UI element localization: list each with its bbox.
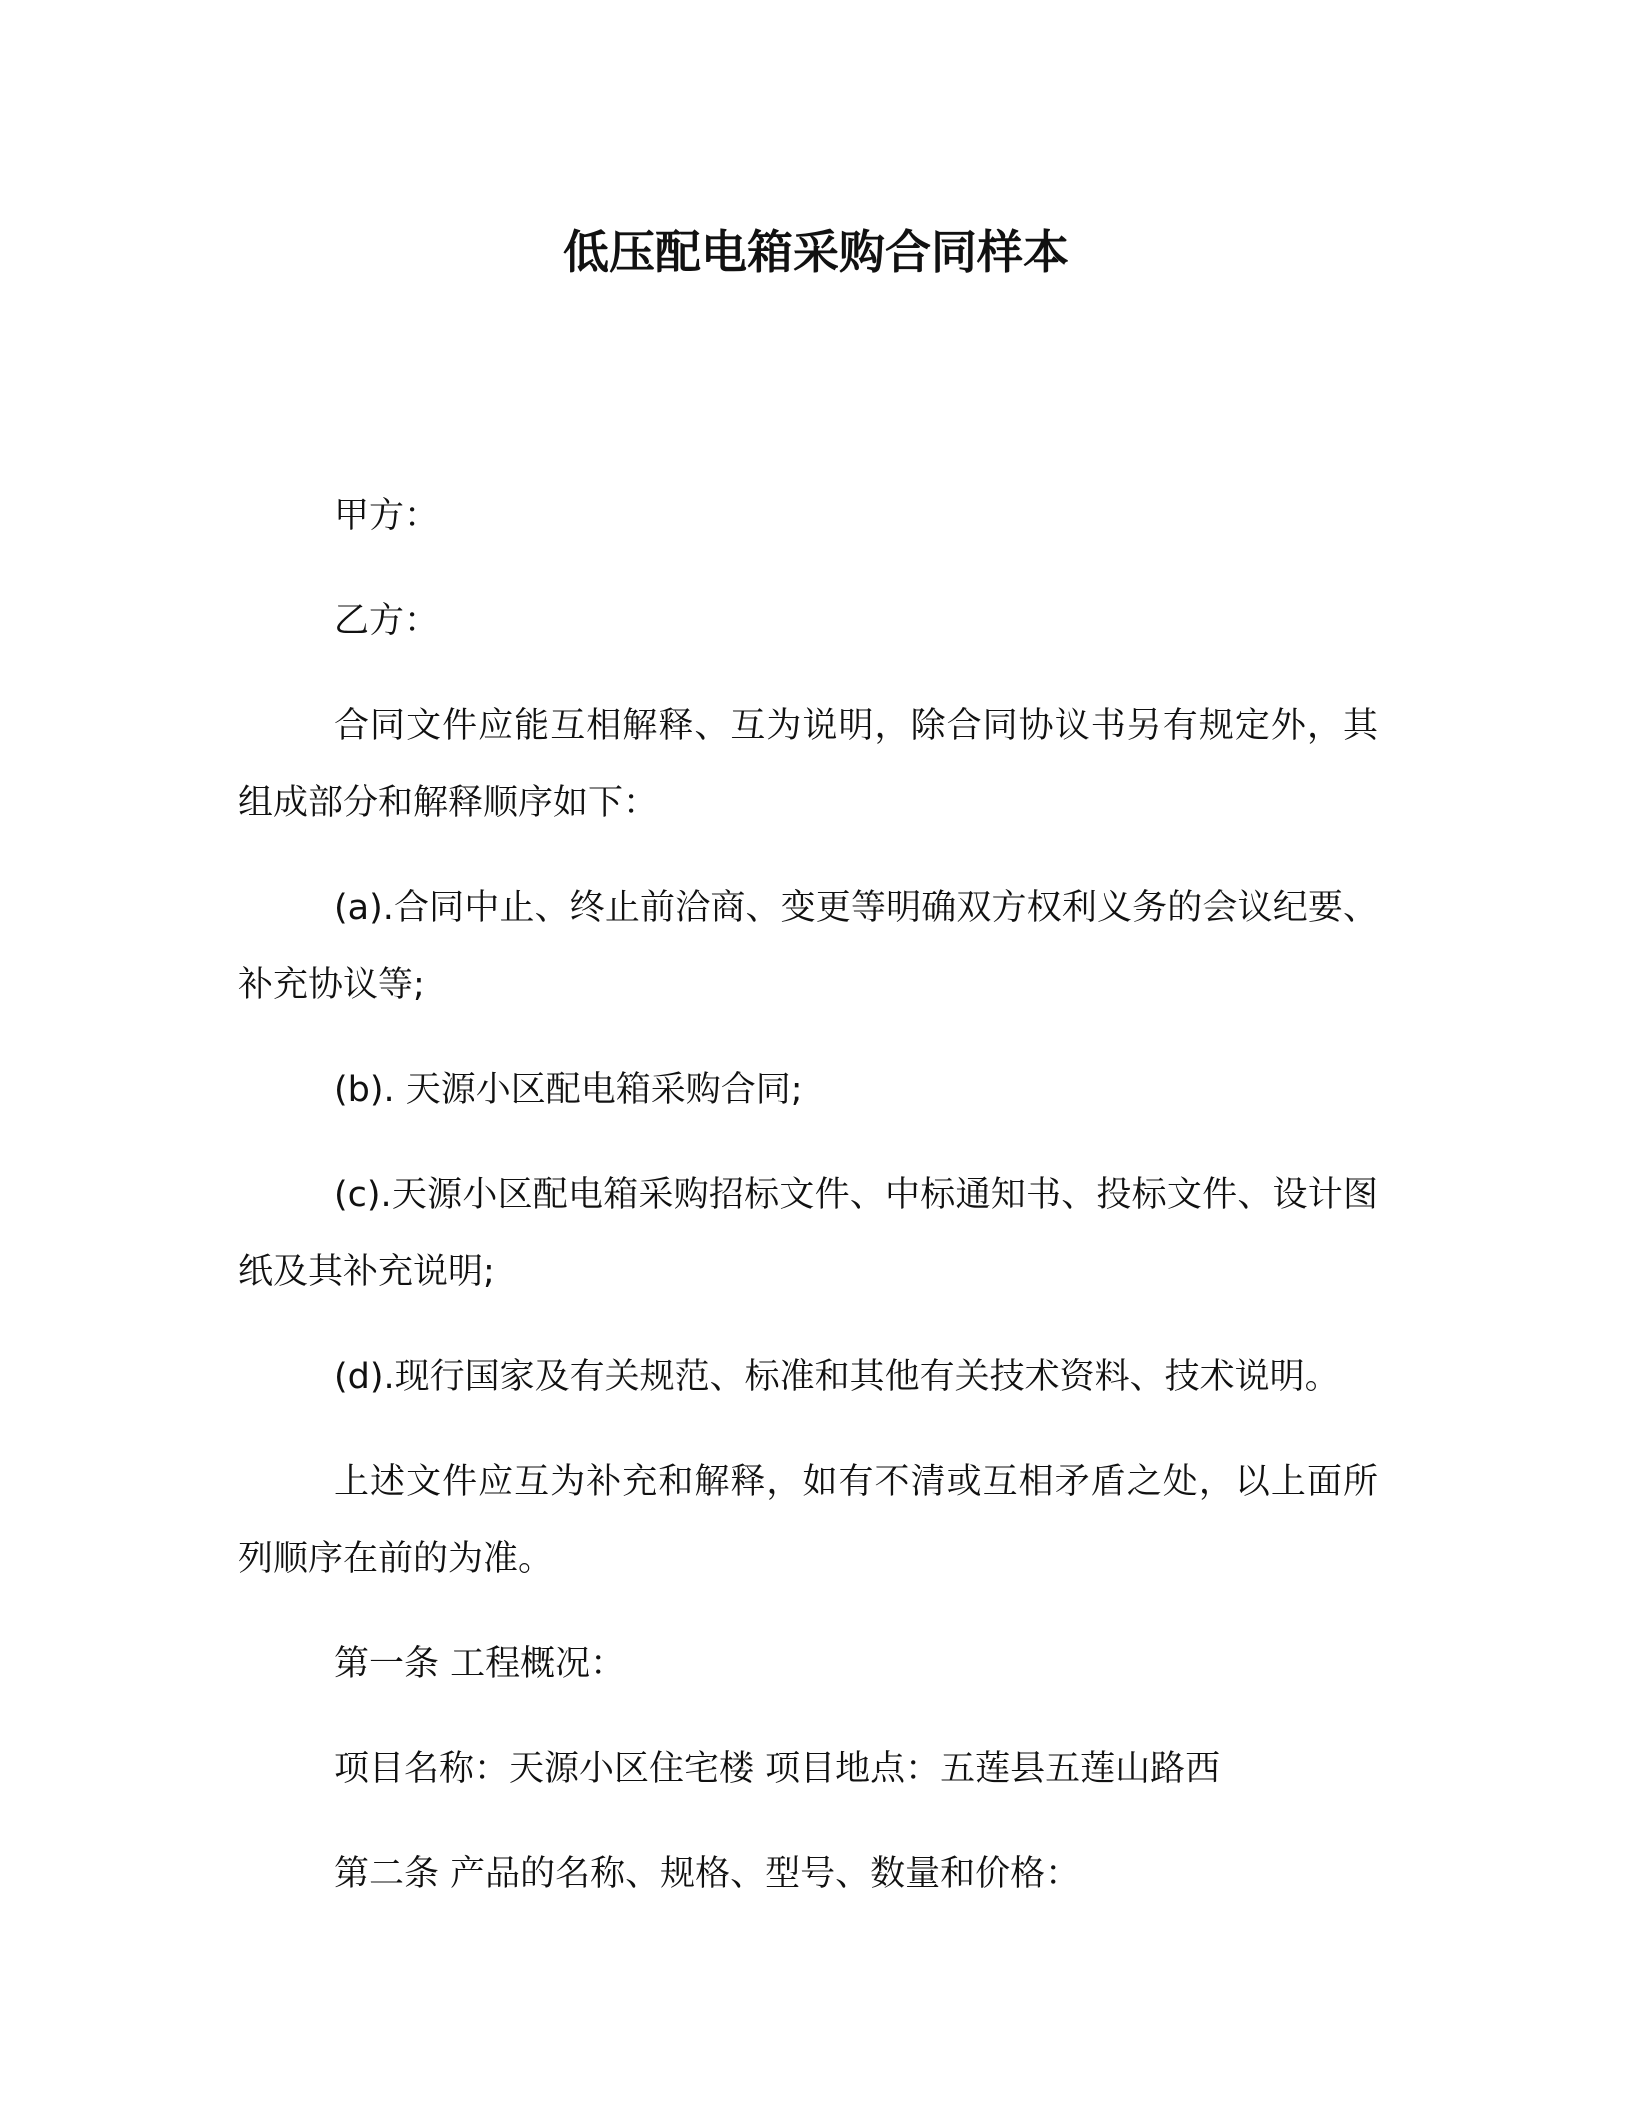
project-info-line: 项目名称：天源小区住宅楼 项目地点：五莲县五莲山路西 [334,1749,1221,1789]
document-title: 低压配电箱采购合同样本 [563,225,1069,279]
paragraph-contract-documents: 合同文件应能互相解释、互为说明，除合同协议书另有规定外，其组成部分和解释顺序如下： [238,706,1378,823]
list-item-a: (a).合同中止、终止前洽商、变更等明确双方权利义务的会议纪要、补充协议等; [238,888,1378,1005]
party-b-line: 乙方： [334,601,440,641]
party-a-line: 甲方： [334,496,440,536]
paragraph-precedence: 上述文件应互为补充和解释，如有不清或互相矛盾之处，以上面所列顺序在前的为准。 [238,1462,1378,1579]
list-item-d: (d).现行国家及有关规范、标准和其他有关技术资料、技术说明。 [334,1357,1340,1397]
list-item-b: (b). 天源小区配电箱采购合同; [334,1070,803,1110]
article-1-heading: 第一条 工程概况： [334,1644,626,1684]
document-body [238,478,1378,1913]
list-item-c: (c).天源小区配电箱采购招标文件、中标通知书、投标文件、设计图纸及其补充说明; [238,1175,1378,1292]
article-2-heading: 第二条 产品的名称、规格、型号、数量和价格： [334,1854,1081,1894]
